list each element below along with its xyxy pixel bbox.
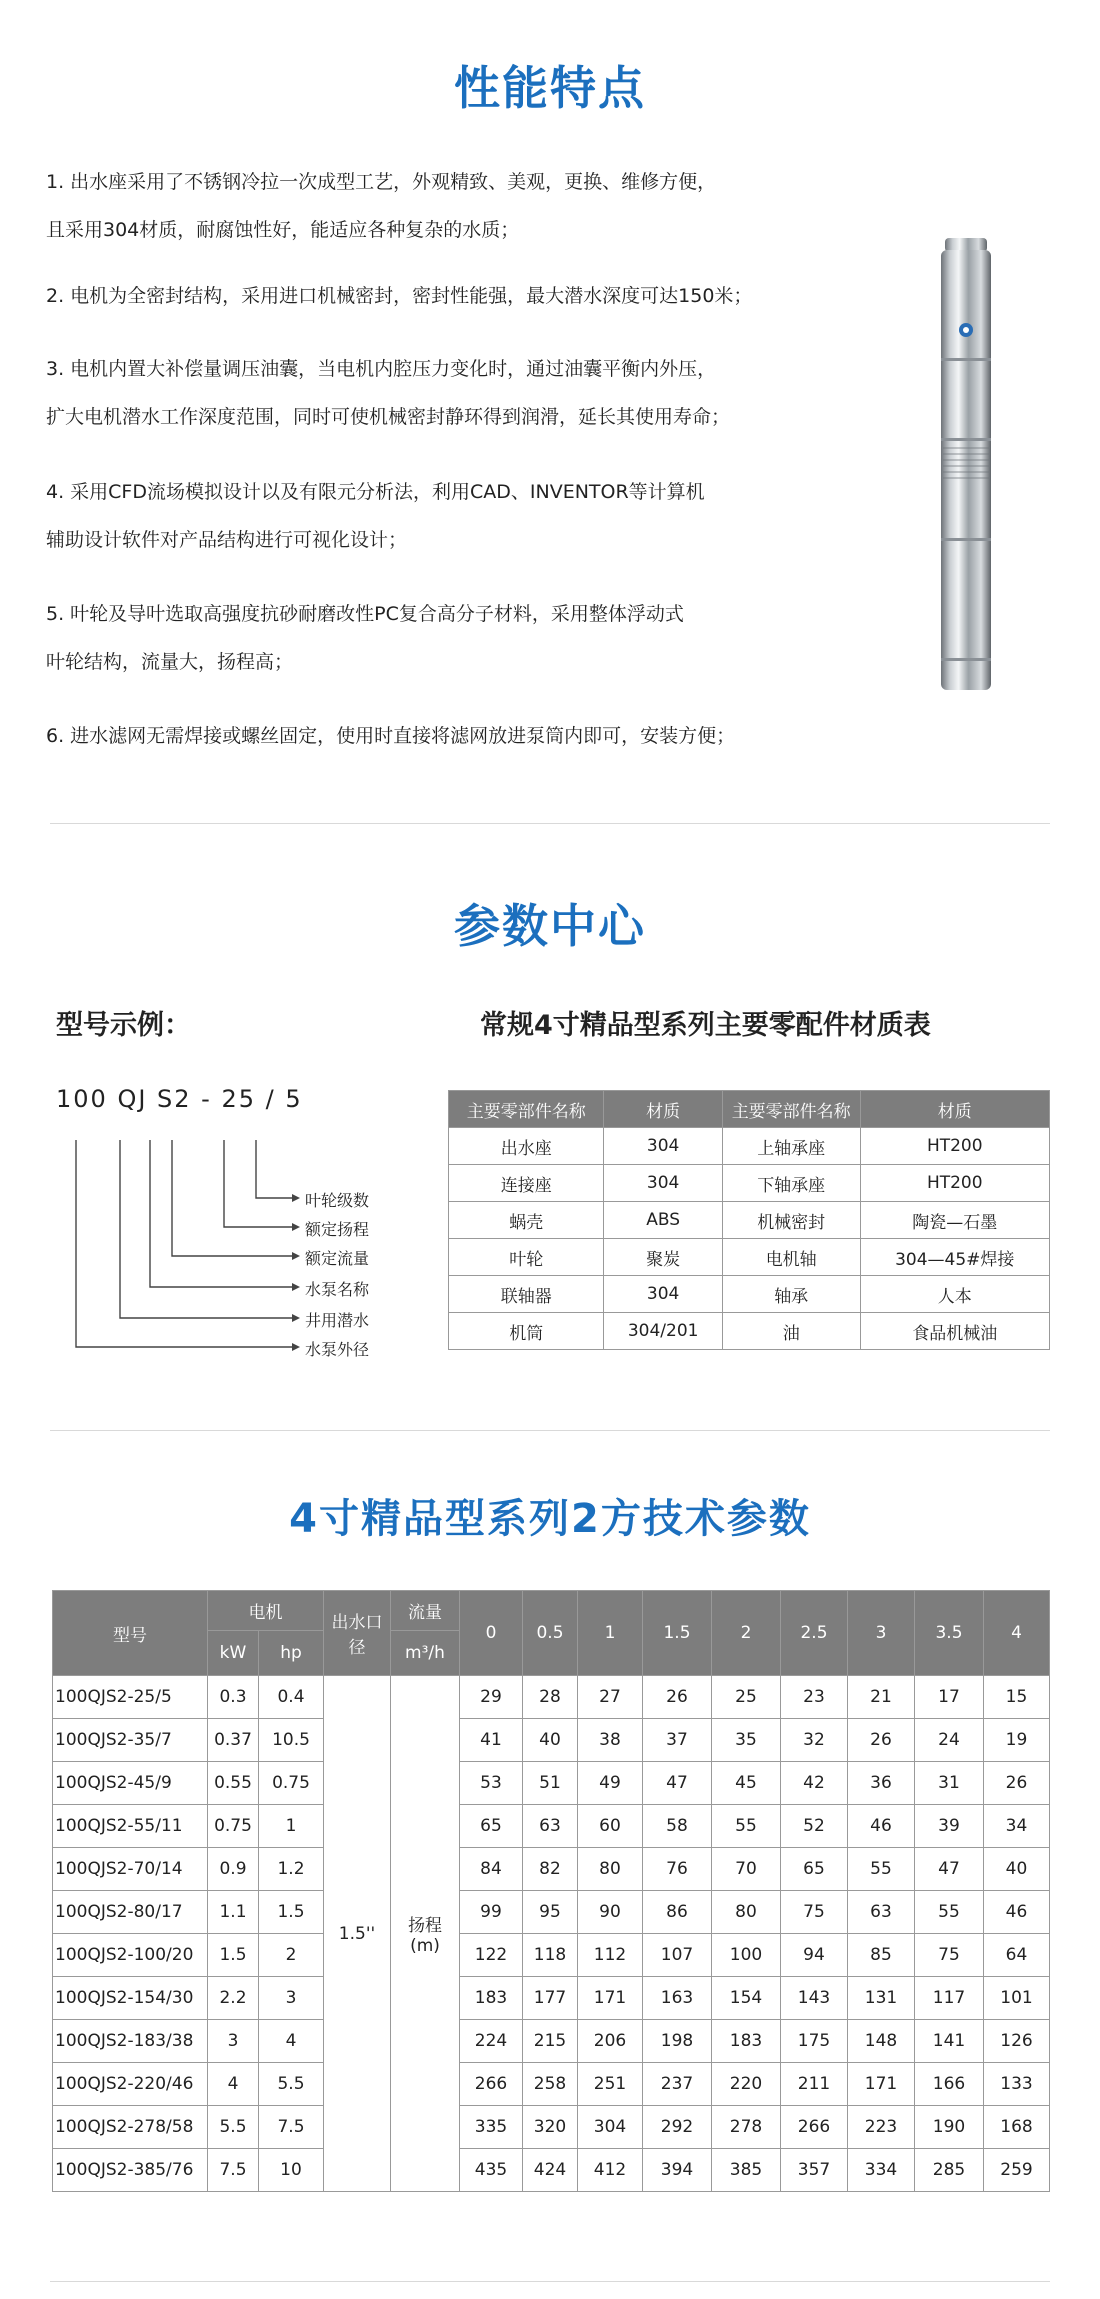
head-value-cell: 148: [848, 2020, 915, 2063]
head-value-cell: 143: [781, 1977, 848, 2020]
table-cell: 机械密封: [722, 1202, 860, 1239]
head-value-cell: 17: [915, 1676, 984, 1719]
table-cell: 304: [604, 1165, 722, 1202]
model-cell: 100QJS2-55/11: [53, 1805, 208, 1848]
head-value-cell: 38: [578, 1719, 643, 1762]
table-row: [53, 1719, 1050, 1762]
feature-item: 3. 电机内置大补偿量调压油囊，当电机内腔压力变化时，通过油囊平衡内外压， 扩大电机潜水工作深度范围，同时可使机械密封静环得到润滑，延长其使用寿命；: [46, 358, 731, 428]
column-header-flow-unit: m³/h: [391, 1631, 460, 1676]
column-header-flow-value: 2.5: [781, 1591, 848, 1676]
model-cell: 100QJS2-45/9: [53, 1762, 208, 1805]
spec-table: [52, 1590, 1050, 2192]
head-value-cell: 85: [848, 1934, 915, 1977]
head-value-cell: 25: [712, 1676, 781, 1719]
head-label-cell: [391, 1676, 460, 2192]
table-row: [449, 1165, 1050, 1202]
model-cell: 100QJS2-80/17: [53, 1891, 208, 1934]
head-value-cell: 46: [984, 1891, 1050, 1934]
column-header-outlet: 出水口径: [324, 1591, 391, 1676]
head-value-cell: 215: [523, 2020, 578, 2063]
head-value-cell: 35: [712, 1719, 781, 1762]
head-value-cell: 36: [848, 1762, 915, 1805]
head-value-cell: 163: [643, 1977, 712, 2020]
head-value-cell: 266: [781, 2106, 848, 2149]
head-value-cell: 46: [848, 1805, 915, 1848]
table-cell: 下轴承座: [722, 1165, 860, 1202]
table-cell: 出水座: [449, 1128, 604, 1165]
kw-cell: 1.5: [208, 1934, 259, 1977]
hp-cell: 4: [259, 2020, 324, 2063]
table-row: [53, 1977, 1050, 2020]
column-header-hp: hp: [259, 1631, 324, 1676]
head-value-cell: 19: [984, 1719, 1050, 1762]
head-value-cell: 211: [781, 2063, 848, 2106]
table-header-row: [449, 1091, 1050, 1128]
legend-label: 额定扬程: [305, 1220, 370, 1239]
head-value-cell: 334: [848, 2149, 915, 2192]
head-value-cell: 70: [712, 1848, 781, 1891]
kw-cell: 4: [208, 2063, 259, 2106]
section-divider: [50, 1430, 1050, 1431]
head-value-cell: 385: [712, 2149, 781, 2192]
table-cell: 蜗壳: [449, 1202, 604, 1239]
table-cell: HT200: [860, 1165, 1050, 1202]
table-cell: 轴承: [722, 1276, 860, 1313]
head-value-cell: 58: [643, 1805, 712, 1848]
head-value-cell: 47: [643, 1762, 712, 1805]
feature-item: 2. 电机为全密封结构，采用进口机械密封，密封性能强，最大潜水深度可达150米；: [46, 285, 753, 307]
head-value-cell: 112: [578, 1934, 643, 1977]
head-value-cell: 34: [984, 1805, 1050, 1848]
kw-cell: 0.9: [208, 1848, 259, 1891]
legend-label: 井用潜水: [305, 1311, 370, 1330]
table-cell: 304: [604, 1128, 722, 1165]
table-row: [449, 1313, 1050, 1350]
column-header-flow-value: 2: [712, 1591, 781, 1676]
head-value-cell: 21: [848, 1676, 915, 1719]
head-value-cell: 40: [984, 1848, 1050, 1891]
table-cell: 食品机械油: [860, 1313, 1050, 1350]
head-value-cell: 171: [848, 2063, 915, 2106]
hp-cell: 3: [259, 1977, 324, 2020]
head-value-cell: 27: [578, 1676, 643, 1719]
head-value-cell: 76: [643, 1848, 712, 1891]
column-header-flow-value: 3: [848, 1591, 915, 1676]
head-value-cell: 141: [915, 2020, 984, 2063]
parameters-title: 参数中心: [454, 899, 646, 953]
section-divider: [50, 2281, 1050, 2282]
table-cell: 陶瓷—石墨: [860, 1202, 1050, 1239]
head-value-cell: 23: [781, 1676, 848, 1719]
head-value-cell: 285: [915, 2149, 984, 2192]
head-unit: (m): [410, 1936, 440, 1956]
features-title: 性能特点: [454, 61, 646, 115]
column-header-kw: kW: [208, 1631, 259, 1676]
head-value-cell: 24: [915, 1719, 984, 1762]
head-value-cell: 95: [523, 1891, 578, 1934]
head-value-cell: 118: [523, 1934, 578, 1977]
column-header-flow-value: 1.5: [643, 1591, 712, 1676]
column-header: 材质: [604, 1091, 722, 1128]
head-value-cell: 53: [460, 1762, 523, 1805]
head-value-cell: 258: [523, 2063, 578, 2106]
head-value-cell: 183: [712, 2020, 781, 2063]
head-value-cell: 40: [523, 1719, 578, 1762]
section-divider: [50, 823, 1050, 824]
column-header: 材质: [860, 1091, 1050, 1128]
feature-item: 6. 进水滤网无需焊接或螺丝固定，使用时直接将滤网放进泵筒内即可，安装方便；: [46, 725, 736, 747]
model-cell: 100QJS2-385/76: [53, 2149, 208, 2192]
hp-cell: 1.5: [259, 1891, 324, 1934]
hp-cell: 2: [259, 1934, 324, 1977]
head-value-cell: 99: [460, 1891, 523, 1934]
head-value-cell: 424: [523, 2149, 578, 2192]
head-value-cell: 29: [460, 1676, 523, 1719]
column-header-flow-value: 4: [984, 1591, 1050, 1676]
head-value-cell: 82: [523, 1848, 578, 1891]
table-cell: 聚炭: [604, 1239, 722, 1276]
head-value-cell: 100: [712, 1934, 781, 1977]
head-value-cell: 42: [781, 1762, 848, 1805]
table-row: [53, 2149, 1050, 2192]
table-row: [53, 1676, 1050, 1719]
head-value-cell: 60: [578, 1805, 643, 1848]
model-cell: 100QJS2-183/38: [53, 2020, 208, 2063]
table-cell: 304/201: [604, 1313, 722, 1350]
head-value-cell: 55: [915, 1891, 984, 1934]
table-cell: 人本: [860, 1276, 1050, 1313]
head-value-cell: 32: [781, 1719, 848, 1762]
head-value-cell: 335: [460, 2106, 523, 2149]
head-value-cell: 220: [712, 2063, 781, 2106]
table-cell: ABS: [604, 1202, 722, 1239]
hp-cell: 10.5: [259, 1719, 324, 1762]
head-value-cell: 49: [578, 1762, 643, 1805]
model-cell: 100QJS2-100/20: [53, 1934, 208, 1977]
head-value-cell: 41: [460, 1719, 523, 1762]
head-value-cell: 80: [712, 1891, 781, 1934]
model-cell: 100QJS2-220/46: [53, 2063, 208, 2106]
kw-cell: 0.55: [208, 1762, 259, 1805]
head-value-cell: 26: [643, 1676, 712, 1719]
head-value-cell: 251: [578, 2063, 643, 2106]
kw-cell: 7.5: [208, 2149, 259, 2192]
head-value-cell: 166: [915, 2063, 984, 2106]
table-row: [53, 2106, 1050, 2149]
head-value-cell: 357: [781, 2149, 848, 2192]
head-value-cell: 63: [523, 1805, 578, 1848]
column-header-flow-value: 3.5: [915, 1591, 984, 1676]
head-value-cell: 435: [460, 2149, 523, 2192]
feature-item: 5. 叶轮及导叶选取高强度抗砂耐磨改性PC复合高分子材料，采用整体浮动式 叶轮结构，流量大，扬程高；: [46, 603, 684, 673]
head-value-cell: 45: [712, 1762, 781, 1805]
hp-cell: 1.2: [259, 1848, 324, 1891]
head-value-cell: 168: [984, 2106, 1050, 2149]
table-row: [53, 1805, 1050, 1848]
head-value-cell: 55: [712, 1805, 781, 1848]
head-value-cell: 122: [460, 1934, 523, 1977]
head-label: 扬程: [408, 1916, 442, 1936]
table-cell: 连接座: [449, 1165, 604, 1202]
model-example-title: 型号示例：: [56, 1010, 191, 1041]
legend-label: 叶轮级数: [305, 1191, 370, 1210]
table-row: [449, 1128, 1050, 1165]
column-header-flow-value: 1: [578, 1591, 643, 1676]
legend-label: 额定流量: [305, 1249, 370, 1268]
table-cell: 联轴器: [449, 1276, 604, 1313]
hp-cell: 0.4: [259, 1676, 324, 1719]
head-value-cell: 26: [984, 1762, 1050, 1805]
table-row: [53, 1762, 1050, 1805]
column-header-flow: 流量: [391, 1591, 460, 1631]
table-row: [53, 1848, 1050, 1891]
table-row: [53, 2020, 1050, 2063]
model-cell: 100QJS2-278/58: [53, 2106, 208, 2149]
kw-cell: 0.75: [208, 1805, 259, 1848]
head-value-cell: 126: [984, 2020, 1050, 2063]
kw-cell: 3: [208, 2020, 259, 2063]
column-header-model: 型号: [53, 1591, 208, 1676]
head-value-cell: 107: [643, 1934, 712, 1977]
model-cell: 100QJS2-70/14: [53, 1848, 208, 1891]
head-value-cell: 65: [460, 1805, 523, 1848]
head-value-cell: 37: [643, 1719, 712, 1762]
table-cell: 机筒: [449, 1313, 604, 1350]
table-row: [53, 1891, 1050, 1934]
feature-item: 4. 采用CFD流场模拟设计以及有限元分析法，利用CAD、INVENTOR等计算机 辅助设计软件对产品结构进行可视化设计；: [46, 481, 705, 551]
table-row: [449, 1202, 1050, 1239]
table-row: [449, 1276, 1050, 1313]
head-value-cell: 94: [781, 1934, 848, 1977]
table-cell: HT200: [860, 1128, 1050, 1165]
head-value-cell: 63: [848, 1891, 915, 1934]
hp-cell: 1: [259, 1805, 324, 1848]
head-value-cell: 183: [460, 1977, 523, 2020]
head-value-cell: 55: [848, 1848, 915, 1891]
head-value-cell: 154: [712, 1977, 781, 2020]
head-value-cell: 292: [643, 2106, 712, 2149]
head-value-cell: 394: [643, 2149, 712, 2192]
model-cell: 100QJS2-25/5: [53, 1676, 208, 1719]
table-row: [449, 1239, 1050, 1276]
table-header-row: [53, 1591, 1050, 1631]
legend-label: 水泵外径: [305, 1340, 370, 1359]
head-value-cell: 412: [578, 2149, 643, 2192]
materials-table-title: 常规4寸精品型系列主要零配件材质表: [480, 1010, 931, 1041]
kw-cell: 2.2: [208, 1977, 259, 2020]
head-value-cell: 15: [984, 1676, 1050, 1719]
hp-cell: 10: [259, 2149, 324, 2192]
kw-cell: 1.1: [208, 1891, 259, 1934]
column-header-motor: 电机: [208, 1591, 324, 1631]
table-row: [53, 2063, 1050, 2106]
head-value-cell: 28: [523, 1676, 578, 1719]
table-row: [53, 1934, 1050, 1977]
head-value-cell: 198: [643, 2020, 712, 2063]
head-value-cell: 177: [523, 1977, 578, 2020]
hp-cell: 7.5: [259, 2106, 324, 2149]
column-header: 主要零部件名称: [722, 1091, 860, 1128]
column-header-flow-value: 0: [460, 1591, 523, 1676]
column-header-flow-value: 0.5: [523, 1591, 578, 1676]
spec-title: 4寸精品型系列2方技术参数: [289, 1496, 811, 1542]
head-value-cell: 75: [915, 1934, 984, 1977]
kw-cell: 0.3: [208, 1676, 259, 1719]
head-value-cell: 65: [781, 1848, 848, 1891]
head-value-cell: 84: [460, 1848, 523, 1891]
legend-label: 水泵名称: [305, 1280, 370, 1299]
head-value-cell: 190: [915, 2106, 984, 2149]
model-cell: 100QJS2-35/7: [53, 1719, 208, 1762]
table-cell: 叶轮: [449, 1239, 604, 1276]
head-value-cell: 86: [643, 1891, 712, 1934]
head-value-cell: 171: [578, 1977, 643, 2020]
hp-cell: 5.5: [259, 2063, 324, 2106]
head-value-cell: 117: [915, 1977, 984, 2020]
head-value-cell: 90: [578, 1891, 643, 1934]
table-cell: 304—45#焊接: [860, 1239, 1050, 1276]
model-code-legend-lines: [60, 1120, 310, 1360]
head-value-cell: 101: [984, 1977, 1050, 2020]
outlet-cell: 1.5'': [324, 1676, 391, 2192]
head-value-cell: 64: [984, 1934, 1050, 1977]
kw-cell: 5.5: [208, 2106, 259, 2149]
table-cell: 304: [604, 1276, 722, 1313]
model-code-example: 100 QJ S2 - 25 / 5: [56, 1085, 303, 1113]
head-value-cell: 31: [915, 1762, 984, 1805]
head-value-cell: 259: [984, 2149, 1050, 2192]
head-value-cell: 266: [460, 2063, 523, 2106]
head-value-cell: 304: [578, 2106, 643, 2149]
head-value-cell: 51: [523, 1762, 578, 1805]
feature-item: 1. 出水座采用了不锈钢冷拉一次成型工艺，外观精致、美观，更换、维修方便， 且采用304材质，耐腐蚀性好，能适应各种复杂的水质；: [46, 171, 717, 241]
pump-product-image: [935, 238, 997, 690]
head-value-cell: 80: [578, 1848, 643, 1891]
head-value-cell: 26: [848, 1719, 915, 1762]
head-value-cell: 320: [523, 2106, 578, 2149]
head-value-cell: 52: [781, 1805, 848, 1848]
column-header: 主要零部件名称: [449, 1091, 604, 1128]
head-value-cell: 133: [984, 2063, 1050, 2106]
hp-cell: 0.75: [259, 1762, 324, 1805]
head-value-cell: 175: [781, 2020, 848, 2063]
head-value-cell: 206: [578, 2020, 643, 2063]
table-cell: 油: [722, 1313, 860, 1350]
head-value-cell: 47: [915, 1848, 984, 1891]
head-value-cell: 39: [915, 1805, 984, 1848]
table-cell: 上轴承座: [722, 1128, 860, 1165]
head-value-cell: 223: [848, 2106, 915, 2149]
head-value-cell: 131: [848, 1977, 915, 2020]
table-cell: 电机轴: [722, 1239, 860, 1276]
materials-table: [448, 1090, 1050, 1350]
head-value-cell: 237: [643, 2063, 712, 2106]
head-value-cell: 278: [712, 2106, 781, 2149]
kw-cell: 0.37: [208, 1719, 259, 1762]
head-value-cell: 75: [781, 1891, 848, 1934]
model-cell: 100QJS2-154/30: [53, 1977, 208, 2020]
head-value-cell: 224: [460, 2020, 523, 2063]
